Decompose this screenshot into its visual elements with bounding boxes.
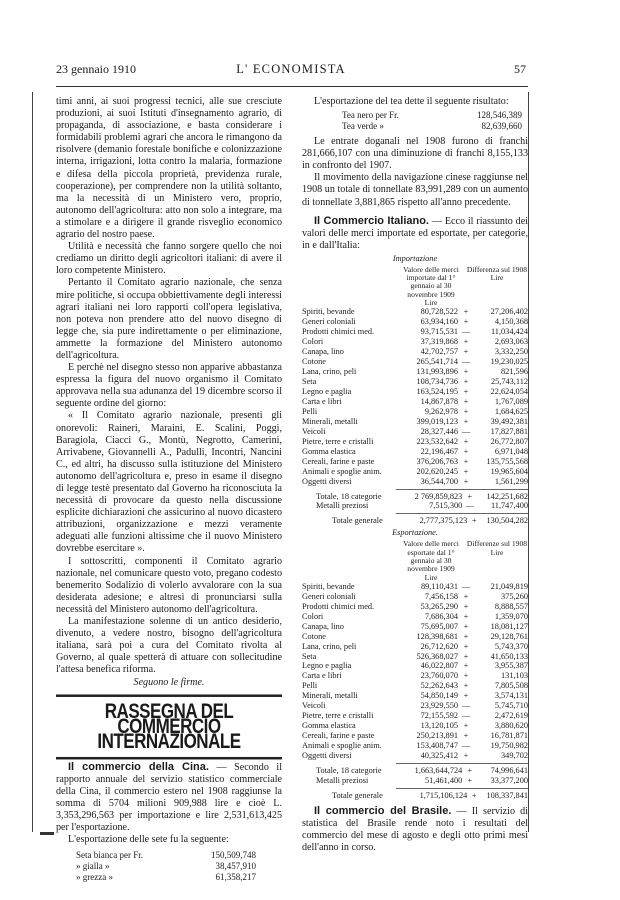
diff-sign: +: [463, 337, 469, 347]
diff-sign: +: [463, 307, 469, 317]
diff-sign: +: [463, 621, 469, 631]
table-row: [302, 776, 528, 786]
category-name: Oggetti diversi: [302, 751, 352, 761]
table-row: [302, 501, 528, 511]
tea-table: [342, 110, 528, 132]
table-row: [302, 477, 528, 487]
category-name: Seta: [302, 651, 317, 661]
table-header: [302, 540, 528, 581]
category-value: 54,850,149: [420, 691, 458, 701]
diff-value: 27,206,402: [490, 307, 528, 317]
header-rule: [56, 86, 528, 87]
category-value: 42,702,757: [420, 347, 458, 357]
diff-sign: +: [463, 387, 469, 396]
diff-sign: +: [463, 406, 469, 416]
category-value: 2 769,859,823: [414, 491, 463, 501]
table-row: [302, 791, 528, 801]
table-row: [76, 850, 282, 861]
diff-sign: +: [463, 691, 469, 701]
category-name: Gomma elastica: [302, 721, 356, 731]
category-name: Cotone: [302, 357, 326, 367]
category-value: 1,663,644,724: [414, 765, 463, 775]
paragraph: Pertanto il Comitato agrario nazionale, che senza mire politiche, si occupa obbiettivamente degli interessi agrari italiani nei loro rapporti coll'opera legislativa, non poteva non prendere atto del nuovo disegno di legge che, sia pure indirettamente o per eliminazione, ammette la formazione del Ministero autonomo dell'agricoltura.: [56, 277, 282, 361]
header-text: Differenza sul 1908: [466, 264, 528, 274]
diff-sign: —: [461, 581, 471, 591]
paragraph: Utilità e necessità che fanno sorgere quello che noi crediamo un diritto degli agricoltori italiani: di avere il loro competente Ministero.: [56, 241, 282, 277]
table-rule: [396, 513, 528, 514]
diff-sign: +: [463, 631, 469, 641]
diff-value: 142,251,682: [486, 491, 528, 501]
category-value: 526,368,027: [416, 651, 458, 661]
category-name: Cereali, farine e paste: [302, 456, 375, 466]
category-value: 28,327,446: [420, 426, 458, 436]
table-row: [302, 427, 528, 437]
seta-intro: L'esportazione delle sete fu la seguente:: [68, 834, 229, 846]
table-row: [302, 711, 528, 721]
diff-value: 29,128,761: [490, 631, 528, 641]
diff-sign: —: [461, 711, 471, 721]
paragraph: Il movimento della navigazione cinese raggiunse nel 1908 un totale di tonnellate 83,991,289 con un aumento di tonnellate 3,881,865 rispetto all'anno precedente.: [302, 172, 528, 208]
category-name: Pelli: [302, 681, 318, 691]
row-value: 38,457,910: [215, 860, 256, 871]
category-value: 14,867,878: [420, 396, 458, 406]
diff-value: 3,955,387: [494, 661, 528, 671]
table-row: [76, 872, 282, 883]
diff-value: 5,743,370: [494, 641, 528, 651]
table-row: [302, 681, 528, 691]
diff-value: 19,965,604: [490, 466, 528, 476]
paragraph: I sottoscritti, componenti il Comitato agrario nazionale, nel comunicare questo voto, pregano codesto benemerito Sodalizio di volerlo avvalorare con la sua desiderata adesione; e altresì di pronunciarsi sulla necessità del Ministero autonomo dell'agricoltura.: [56, 555, 282, 615]
import-table: [302, 254, 528, 526]
diff-sign: —: [465, 501, 474, 511]
table-row: [302, 741, 528, 751]
tea-intro: L'esportazione del tea dette il seguente risultato:: [314, 96, 509, 107]
table-row: [302, 357, 528, 367]
category-name: Legno e paglia: [302, 661, 352, 671]
paragraph: La manifestazione solenne di un antico desiderio, divenuto, a vedere nostro, bisogno dell'agricoltura italiana, sarà poi a cura del Comitato rivolta al Governo, al quale spetterà di attuare con sollecitudine l'attesa benefica riforma.: [56, 616, 282, 676]
diff-sign: +: [463, 367, 469, 377]
diff-sign: +: [471, 516, 477, 526]
diff-sign: +: [463, 731, 469, 741]
category-name: Veicoli: [302, 426, 326, 436]
category-name: Gomma elastica: [302, 446, 356, 456]
category-name: Lana, crino, peli: [302, 367, 357, 377]
category-value: 23,929,550: [420, 701, 458, 711]
category-name: Spiriti, bevande: [302, 307, 355, 317]
row-value: 61,358,217: [215, 871, 256, 882]
table-row: [302, 661, 528, 671]
table-row: [302, 721, 528, 731]
category-name: Metalli preziosi: [316, 501, 369, 511]
table-row: [302, 602, 528, 612]
category-value: 75,695,007: [420, 621, 458, 631]
row-label: Tea nero per Fr.: [342, 110, 399, 121]
category-name: Legno e paglia: [302, 387, 352, 396]
section-rubric: RASSEGNA DEL COMMERCIO INTERNAZIONALE: [56, 694, 282, 759]
row-label: » grezza »: [76, 871, 113, 882]
diff-value: 1,561,299: [494, 476, 528, 486]
diff-value: 11,747,400: [490, 501, 528, 511]
category-value: 250,213,891: [416, 731, 458, 741]
left-column: [56, 96, 282, 883]
header-diff-col: [466, 540, 528, 581]
header-text: Valore delle merci importate dal 1° gennaio al 30 novembre 1909: [403, 264, 459, 299]
table-caption: Esportazione.: [392, 528, 438, 538]
diff-value: 5,745,710: [494, 701, 528, 711]
category-name: Generi coloniali: [302, 317, 356, 327]
category-value: 223,532,642: [416, 436, 458, 446]
paragraph: Le entrate doganali nel 1908 furono di franchi 281,666,107 con una diminuzione di franchi 8,155,133 in confronto del 1907.: [302, 136, 528, 172]
diff-sign: +: [463, 601, 469, 611]
table-row: [302, 632, 528, 642]
table-rule: [396, 763, 528, 764]
diff-sign: +: [467, 775, 473, 785]
diff-value: 3,332,250: [494, 347, 528, 357]
category-name: Generi coloniali: [302, 591, 356, 601]
diff-sign: +: [467, 765, 473, 775]
category-name: Pelli: [302, 406, 318, 416]
diff-value: 33,377,200: [490, 775, 528, 785]
paragraph: E perchè nel disegno stesso non apparive abbastanza espressa la figura del nuovo organismo il Comitato approvava nella sua adunanza del 19 dicembre scorso il seguente ordine del giorno:: [56, 362, 282, 410]
category-name: Prodotti chimici med.: [302, 327, 375, 337]
category-value: 163,524,195: [416, 387, 458, 396]
table-row: [342, 110, 528, 121]
diff-value: 108,337,841: [486, 790, 528, 800]
cina-heading: Il commercio della Cina.: [68, 760, 209, 773]
table-row: [302, 447, 528, 457]
diff-value: 41,650,133: [490, 651, 528, 661]
diff-sign: +: [463, 591, 469, 601]
table-row: [302, 582, 528, 592]
diff-value: 375,260: [501, 591, 528, 601]
table-row: [302, 307, 528, 317]
paragraph-brasile: [302, 805, 528, 854]
paragraph-cina: [56, 761, 282, 835]
header-spacer: [302, 540, 396, 581]
diff-value: 3,574,131: [494, 691, 528, 701]
diff-sign: +: [463, 446, 469, 456]
category-value: 13,120,105: [420, 721, 458, 731]
category-name: Colori: [302, 611, 324, 621]
cina-text: — Secondo il rapporto annuale del servizio statistico commerciale della Cina, il commercio estero nel 1908 raggiunse la somma di 5704 milioni 909,988 lire e cioè L. 3,353,296,563 per importazione e lire 2,531,613,425 per l'esportazione.: [56, 761, 282, 834]
category-value: 89,110,431: [420, 581, 458, 591]
category-value: 51,461,400: [424, 775, 463, 785]
row-value: 150,509,748: [211, 849, 256, 860]
diff-value: 130,504,282: [486, 516, 528, 526]
diff-value: 39,492,381: [490, 416, 528, 426]
diff-value: 16,781,871: [490, 731, 528, 741]
diff-value: 26,772,807: [490, 436, 528, 446]
diff-sign: +: [463, 751, 469, 761]
diff-sign: —: [461, 357, 471, 367]
table-row: [302, 317, 528, 327]
journal-title: L' ECONOMISTA: [236, 62, 346, 76]
diff-value: 1,767,089: [494, 396, 528, 406]
category-name: Minerali, metalli: [302, 416, 358, 426]
category-value: 399,019,123: [416, 416, 458, 426]
table-row: [302, 377, 528, 387]
margin-mark: [40, 832, 54, 835]
diff-sign: +: [463, 436, 469, 446]
category-value: 63,934,160: [420, 317, 458, 327]
category-name: Colori: [302, 337, 324, 347]
category-name: Totale generale: [332, 516, 383, 526]
diff-value: 349,702: [501, 751, 528, 761]
category-name: Prodotti chimici med.: [302, 601, 375, 611]
diff-sign: +: [463, 641, 469, 651]
diff-sign: —: [461, 701, 471, 711]
category-value: 7,515,300: [429, 501, 463, 511]
row-value: 82,639,660: [481, 121, 522, 132]
diff-sign: +: [463, 681, 469, 691]
diff-value: 2,693,063: [494, 337, 528, 347]
diff-sign: +: [463, 661, 469, 671]
diff-value: 21,049,819: [490, 581, 528, 591]
page-number: 57: [514, 62, 526, 76]
category-value: 2,777,375,123: [419, 516, 468, 526]
table-row: [302, 642, 528, 652]
category-value: 23,760,070: [420, 671, 458, 681]
category-value: 72,155,592: [420, 711, 458, 721]
diff-value: 8,888,557: [494, 601, 528, 611]
category-value: 80,728,522: [420, 307, 458, 317]
brasile-text: — Il servizio di statistica del Brasile rende noto i resultati del commercio del mese di agosto e degli otto primi mesi dell'anno in corso.: [302, 805, 528, 854]
category-name: Cereali, farine e paste: [302, 731, 375, 741]
header-date: 23 gennaio 1910: [56, 62, 136, 76]
row-label: Seta bianca per Fr.: [76, 849, 143, 860]
table-row: [302, 731, 528, 741]
category-name: Animali e spoglie anim.: [302, 741, 382, 751]
category-name: Canapa, lino: [302, 347, 344, 357]
table-row: [302, 766, 528, 776]
category-name: Metalli preziosi: [316, 775, 369, 785]
diff-value: 821,596: [501, 367, 528, 377]
category-name: Cotone: [302, 631, 326, 641]
category-value: 128,398,681: [416, 631, 458, 641]
category-name: Totale, 18 categorie: [316, 765, 382, 775]
table-row: [302, 492, 528, 502]
seta-table: [76, 850, 282, 883]
paragraph: timi anni, ai suoi progressi tecnici, alle sue cresciute produzioni, ai suoi Istituti d'insegnamento agrario, di propaganda, di associazione, e basta considerare i formidabili problemi agrari che ancora le rimangono da risolvere (demanio forestale bonifiche e colonizzazione interna, irrigazioni, lotta contro la malaria, formazione e difesa della piccola proprietà, previdenza rurale, cooperazione), per comprendere non la utilità soltanto, ma la necessità di un Ministero vero, proprio, autonomo dell'agricoltura: atto non solo a integrare, ma a stimolare e a dirigere il grande risveglio economico agrario del nostro paese.: [56, 96, 282, 241]
table-row: [302, 407, 528, 417]
brasile-heading: Il commercio del Brasile.: [314, 804, 452, 817]
category-name: Totale, 18 categorie: [316, 491, 382, 501]
table-row: [302, 592, 528, 602]
table-row: [302, 397, 528, 407]
column-divider-rule: [528, 92, 530, 832]
diff-value: 6,971,048: [494, 446, 528, 456]
diff-sign: +: [463, 721, 469, 731]
table-rule: [396, 788, 528, 789]
category-name: Seta: [302, 377, 317, 387]
header-unit: Lire: [424, 572, 438, 582]
diff-value: 1,359,070: [494, 611, 528, 621]
category-name: Animali e spoglie anim.: [302, 466, 382, 476]
export-table: [302, 528, 528, 800]
category-value: 7,686,304: [424, 611, 458, 621]
diff-sign: +: [463, 651, 469, 661]
category-value: 22,196,467: [420, 446, 458, 456]
table-row: [342, 121, 528, 132]
table-row: [302, 612, 528, 622]
category-value: 265,541,714: [416, 357, 458, 367]
right-column: [302, 96, 528, 854]
table-row: [76, 861, 282, 872]
diff-sign: +: [463, 476, 469, 486]
diff-value: 19,230,025: [490, 357, 528, 367]
diff-sign: +: [463, 611, 469, 621]
header-text: Valore delle merci esportate dal 1° gennaio al 30 novembre 1909: [403, 539, 459, 574]
category-name: Pietre, terre e cristalli: [302, 436, 374, 446]
diff-value: 131,103: [501, 671, 528, 681]
header-value-col: [396, 540, 466, 581]
row-label: » gialla »: [76, 860, 110, 871]
header-unit: Lire: [490, 273, 504, 283]
table-row: [302, 701, 528, 711]
header-unit: Lire: [490, 547, 504, 557]
table-row: [302, 691, 528, 701]
category-value: 202,620,245: [416, 466, 458, 476]
diff-sign: +: [463, 317, 469, 327]
category-value: 53,265,290: [420, 601, 458, 611]
row-value: 128,546,389: [477, 110, 522, 121]
category-name: Oggetti diversi: [302, 476, 352, 486]
category-name: Canapa, lino: [302, 621, 344, 631]
category-value: 108,734,736: [416, 377, 458, 387]
row-label: Tea verde »: [342, 121, 384, 132]
category-name: Carta e libri: [302, 396, 342, 406]
category-value: 26,712,620: [420, 641, 458, 651]
diff-value: 4,150,368: [494, 317, 528, 327]
table-row: [302, 337, 528, 347]
diff-value: 74,996,641: [490, 765, 528, 775]
category-value: 7,456,158: [424, 591, 458, 601]
category-value: 9,262,978: [424, 406, 458, 416]
diff-value: 7,805,508: [494, 681, 528, 691]
table-row: [302, 347, 528, 357]
diff-sign: +: [471, 790, 477, 800]
header-value-col: [396, 266, 466, 307]
table-row: [302, 327, 528, 337]
table-row: [302, 622, 528, 632]
header-unit: Lire: [424, 298, 438, 308]
diff-sign: —: [461, 741, 471, 751]
diff-value: 19,750,982: [490, 741, 528, 751]
category-value: 52,262,643: [420, 681, 458, 691]
category-name: Lana, crino, peli: [302, 641, 357, 651]
signatures-note: Seguono le firme.: [133, 676, 205, 688]
table-row: [302, 417, 528, 427]
table-row: [302, 751, 528, 761]
diff-value: 22,624,054: [490, 387, 528, 396]
category-value: 40,325,412: [420, 751, 458, 761]
header-spacer: [302, 266, 396, 307]
table-row: [302, 457, 528, 467]
diff-value: 1,684,625: [494, 406, 528, 416]
table-row: [302, 437, 528, 447]
diff-sign: +: [463, 347, 469, 357]
header-diff-col: [466, 266, 528, 307]
running-header: [56, 62, 526, 84]
category-value: 93,715,531: [420, 327, 458, 337]
diff-value: 3,880,620: [494, 721, 528, 731]
paragraph-italia: [302, 215, 528, 252]
diff-value: 135,755,568: [486, 456, 528, 466]
table-row: [302, 387, 528, 397]
diff-value: 18,081,127: [490, 621, 528, 631]
diff-value: 25,743,112: [490, 377, 528, 387]
diff-sign: +: [463, 466, 469, 476]
table-row: [302, 516, 528, 526]
italia-heading: Il Commercio Italiano.: [314, 214, 429, 227]
diff-sign: +: [463, 396, 469, 406]
diff-sign: +: [463, 416, 469, 426]
category-name: Carta e libri: [302, 671, 342, 681]
category-value: 46,022,807: [420, 661, 458, 671]
diff-value: 11,034,424: [490, 327, 528, 337]
category-name: Pietre, terre e cristalli: [302, 711, 374, 721]
diff-sign: +: [463, 377, 469, 387]
quoted-resolution: « Il Comitato agrario nazionale, presenti gli onorevoli: Raineri, Maraini, E. Scalini, Poggi, Baragiola, Ciacci G., Montù, Negrotto, Camerini, Arrivabene, Giovannelli A., Padulli, Incontri, Nancini C., ed altri, ha discusso sulla istituzione del Ministero autonomo dell'agricoltura e, preso in esame il disegno di legge testè presentato dal Governo ha riconosciuta la necessità di provocare da questo nella discussione esplicite dichiarazioni che assicurino al nuovo dicastero attribuzioni, organizzazione e mezzi veramente adeguati alle funzioni altissime che il nuovo Ministero dovrebbe esercitare ».: [56, 410, 282, 555]
category-name: Spiriti, bevande: [302, 581, 355, 591]
left-border-rule: [32, 92, 36, 832]
category-name: Totale generale: [332, 790, 383, 800]
diff-sign: —: [461, 426, 471, 436]
diff-sign: +: [463, 456, 469, 466]
table-row: [302, 671, 528, 681]
diff-value: 2,472,619: [494, 711, 528, 721]
diff-sign: +: [463, 671, 469, 681]
table-header: [302, 266, 528, 307]
header-text: Differenze sul 1908: [466, 539, 528, 549]
diff-sign: +: [467, 491, 473, 501]
table-row: [302, 367, 528, 377]
category-value: 376,206,763: [416, 456, 458, 466]
table-row: [302, 652, 528, 662]
table-rule: [396, 489, 528, 490]
table-row: [302, 467, 528, 477]
category-value: 1,715,106,124: [419, 790, 468, 800]
category-name: Veicoli: [302, 701, 326, 711]
diff-sign: —: [461, 327, 471, 337]
table-caption: Importazione: [392, 253, 438, 263]
category-value: 153,408,747: [416, 741, 458, 751]
diff-value: 17,827,881: [490, 426, 528, 436]
category-name: Minerali, metalli: [302, 691, 358, 701]
category-value: 37,319,868: [420, 337, 458, 347]
category-value: 36,544,700: [420, 476, 458, 486]
category-value: 131,993,896: [416, 367, 458, 377]
italia-text: — Ecco il riassunto dei valori delle merci importate ed esportate, per categorie, in e dall'Italia:: [302, 215, 528, 251]
